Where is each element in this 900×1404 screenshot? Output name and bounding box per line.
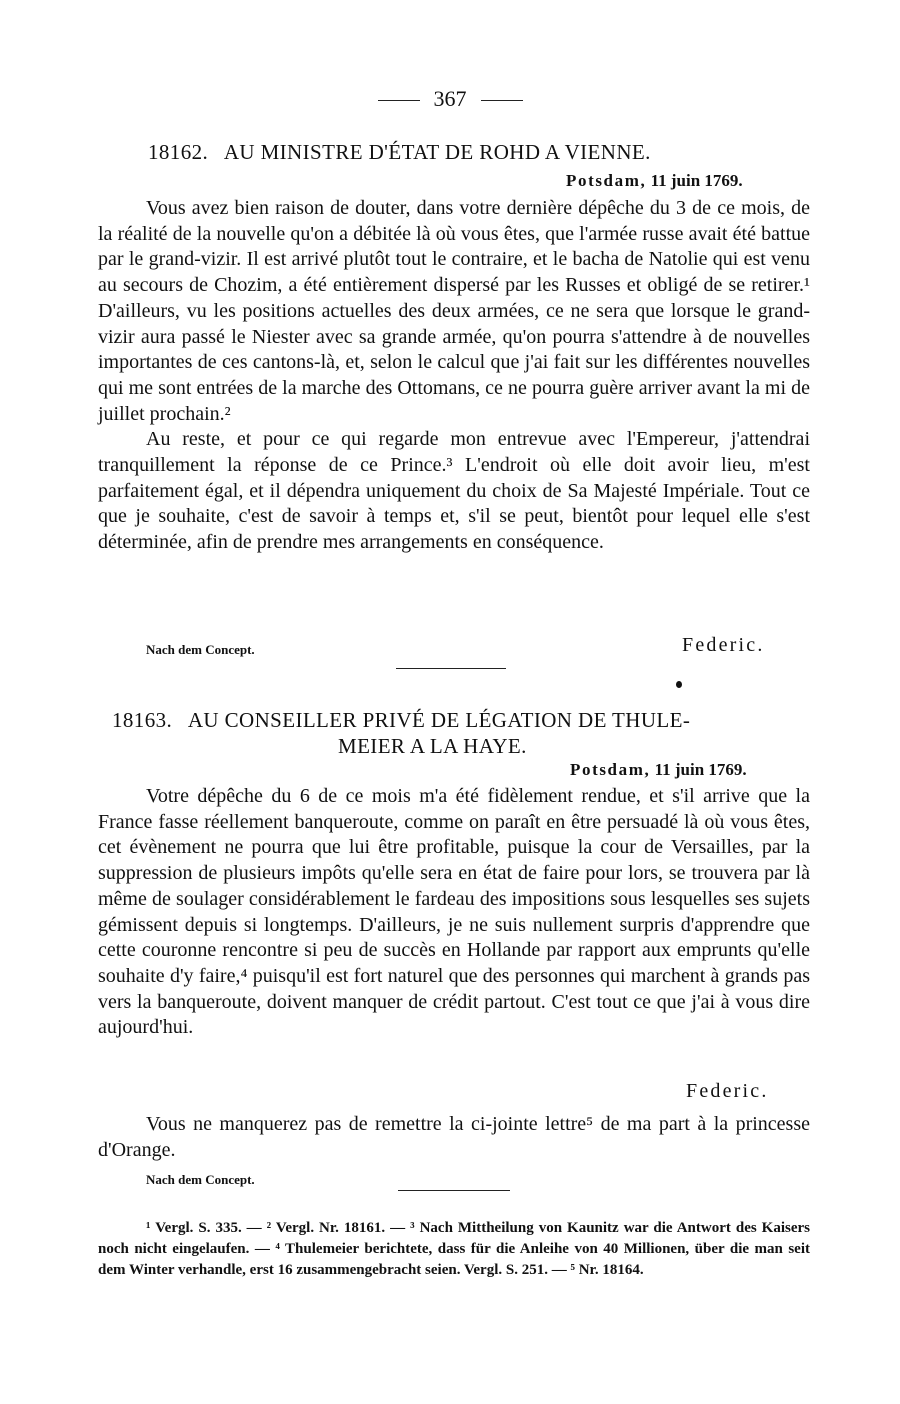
letter-1-body [98,196,810,556]
letter-2-postscript: Vous ne manquerez pas de remettre la ci-jointe lettre⁵ de ma part à la princesse d'Orange. [98,1113,810,1161]
footnotes [98,1218,810,1281]
letter-1-number: 18162. [148,140,209,164]
letter-2-date: 11 juin 1769. [654,760,747,779]
letter-2-dateline [570,760,747,780]
letter-1-place: Potsdam, [566,171,647,190]
section-divider [396,668,506,669]
letter-1-title: AU MINISTRE D'ÉTAT DE ROHD A VIENNE. [223,140,651,164]
footnote-divider [398,1190,510,1191]
letter-1-heading [148,140,651,165]
letter-2-title-line-1: AU CONSEILLER PRIVÉ DE LÉGATION DE THULE- [187,708,691,732]
letter-1-dateline [566,171,743,191]
letter-1-paragraph: Au reste, et pour ce qui regarde mon entrevue avec l'Empereur, j'attendrai tranquillement la réponse de ce Prince.³ L'endroit où elle doit avoir lieu, m'est parfaitement égal, et il dépendra uniquement du choix de Sa Majesté Impériale. Tout ce que je souhaite, c'est de savoir à temps et, s'il se peut, bientôt pour lequel elle s'est déterminée, afin de prendre mes arrangements en conséquence. [98,428,810,554]
ink-mark [676,681,682,688]
letter-2-postscript-block [98,1112,810,1163]
letter-2-signature: Federic. [686,1080,769,1102]
page-number: 367 [433,86,467,111]
footnotes-text: ¹ Vergl. S. 335. — ² Vergl. Nr. 18161. — ³ Nach Mittheilung von Kaunitz war die Antwort des Kaisers noch nicht eingelaufen. — ⁴ Thulemeier berichtete, dass für die Anleihe von 40 Millionen, über die man seit dem Winter verhandle, erst 16 zusammengebracht seien. Vergl. S. 251. — ⁵ Nr. 18164. [98,1220,810,1278]
letter-2-body [98,784,810,1041]
letter-2-place: Potsdam, [570,760,651,779]
letter-1-signature: Federic. [682,634,765,656]
letter-2-heading-line-1 [112,708,690,733]
letter-2-source-note: Nach dem Concept. [146,1172,255,1187]
page-number-line [0,86,900,112]
letter-1-source-note: Nach dem Concept. [146,642,255,657]
page-number-dash-left [378,100,420,101]
letter-2-paragraph: Votre dépêche du 6 de ce mois m'a été fidèlement rendue, et s'il arrive que la France fasse réellement banqueroute, comme on paraît en être persuadé là où vous êtes, cet évènement ne pourra que lui être profitable, puisque la cour de Versailles, par la suppression de plusieurs impôts qu'elle sera en état de faire pour lors, se trouvera par là même de soulager considérablement le fardeau des impositions sous lesquelles ses sujets gémissent depuis si longtemps. D'ailleurs, je ne suis nullement surpris d'apprendre que cette couronne rencontre si peu de succès en Hollande par rapport aux emprunts qu'elle souhaite d'y faire,⁴ puisqu'il est fort naturel que des personnes qui marchent à grands pas vers la banqueroute, doivent manquer de crédit partout. C'est tout ce que j'ai à vous dire aujourd'hui. [98,785,810,1039]
letter-2-title-line-2: MEIER A LA HAYE. [338,734,527,758]
letter-2-number: 18163. [112,708,173,732]
page-number-dash-right [481,100,523,101]
letter-1-date: 11 juin 1769. [650,171,743,190]
letter-1-paragraph: Vous avez bien raison de douter, dans votre dernière dépêche du 3 de ce mois, de la réalité de la nouvelle qu'on a débitée là où vous êtes, que l'armée russe avait été battue par le grand-vizir. Il est arrivé plutôt tout le contraire, et le bacha de Natolie qui est venu au secours de Chozim, a été entièrement dispersé par les Russes et obligé de se retirer.¹ D'ailleurs, vu les positions actuelles des deux armées, ce ne sera que lorsque le grand-vizir aura passé le Niester avec sa grande armée, qu'on pourra s'attendre à de nouvelles importantes de ces cantons-là, et, selon le calcul que j'ai fait sur les différentes nouvelles qui me sont entrées de la marche des Ottomans, ce ne pourra guère arriver avant la mi de juillet prochain.² [98,197,810,425]
